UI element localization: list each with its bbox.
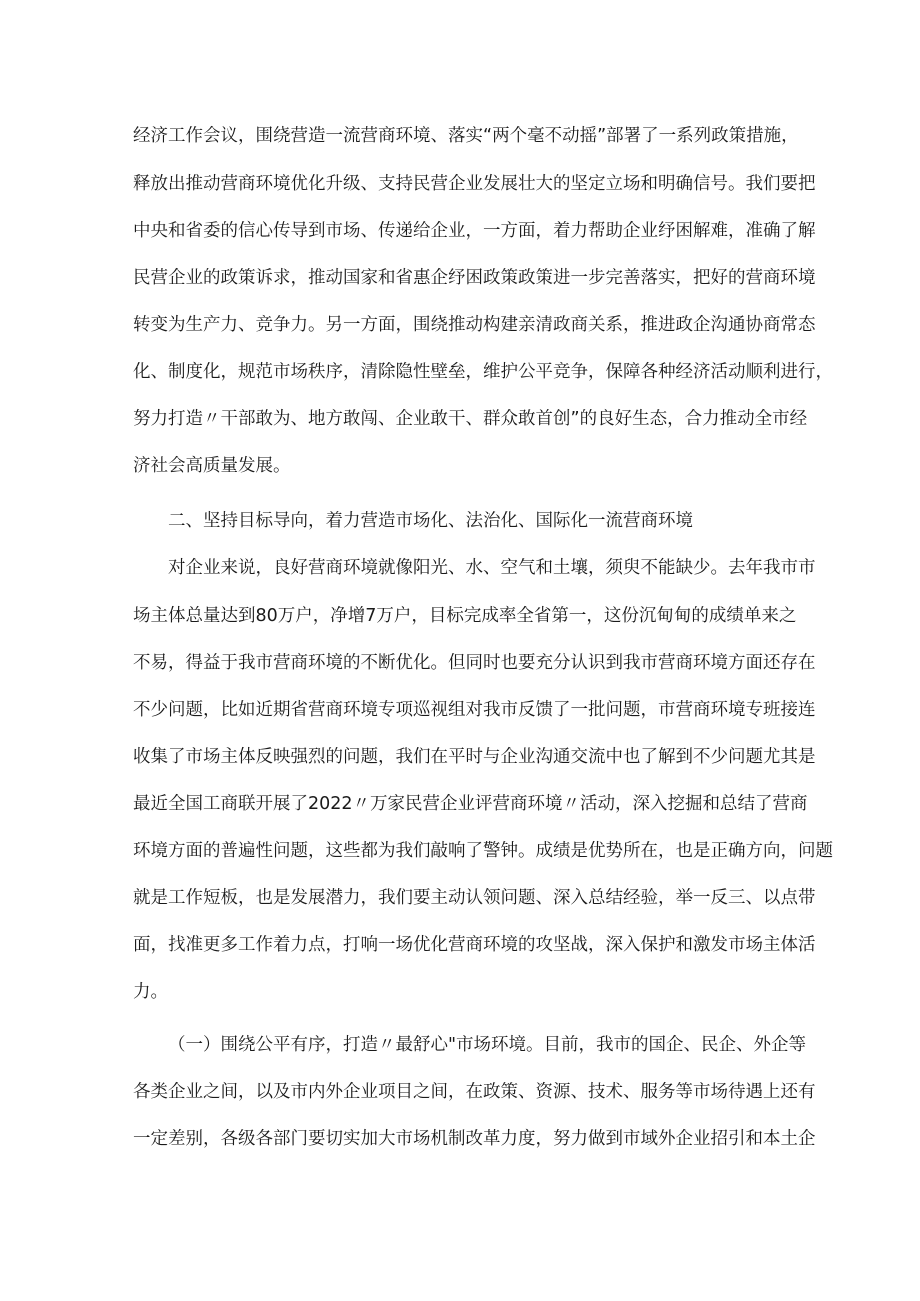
text-line: 收集了市场主体反映强烈的问题，我们在平时与企业沟通交流中也了解到不少问题尤其是 <box>133 747 816 767</box>
text-line: 转变为生产力、竞争力。另一方面，围绕推动构建亲清政商关系，推进政企沟通协商常态 <box>133 315 816 335</box>
text-line: 不易，得益于我市营商环境的不断优化。但同时也要充分认识到我市营商环境方面还存在 <box>133 653 816 673</box>
text-line: 努力打造〃干部敢为、地方敢闯、企业敢干、群众敢首创”的良好生态，合力推动全市经 <box>133 409 808 429</box>
text-line: 不少问题，比如近期省营商环境专项巡视组对我市反馈了一批问题，市营商环境专班接连 <box>133 700 816 720</box>
text-line: 中央和省委的信心传导到市场、传递给企业，一方面，着力帮助企业纾困解难，准确了解 <box>133 221 816 241</box>
text-line: 经济工作会议，围绕营造一流营商环境、落实“两个毫不动摇”部署了一系列政策措施， <box>133 126 799 146</box>
subsection-heading: （一）围绕公平有序，打造〃最舒心"市场环境。目前，我市的国企、民企、外企等 <box>168 1035 807 1055</box>
section-heading: 二、坚持目标导向，着力营造市场化、法治化、国际化一流营商环境 <box>168 511 693 531</box>
text-line: 场主体总量达到80万户，净增7万户，目标完成率全省第一，这份沉甸甸的成绩单来之 <box>133 606 797 626</box>
text-line: 面，找准更多工作着力点，打响一场优化营商环境的攻坚战，深入保护和激发市场主体活 <box>133 935 816 955</box>
text-line: 济社会高质量发展。 <box>133 456 291 476</box>
text-line: 化、制度化，规范市场秩序，清除隐性壁垒，维护公平竞争，保障各种经济活动顺利进行， <box>133 362 833 382</box>
text-line: 最近全国工商联开展了2022〃万家民营企业评营商环境〃活动，深入挖掘和总结了营商 <box>133 794 808 814</box>
text-line: 民营企业的政策诉求，推动国家和省惠企纾困政策政策进一步完善落实，把好的营商环境 <box>133 268 816 288</box>
text-line: 释放出推动营商环境优化升级、支持民营企业发展壮大的坚定立场和明确信号。我们要把 <box>133 174 816 194</box>
text-line: 环境方面的普遍性问题，这些都为我们敲响了警钟。成绩是优势所在，也是正确方向，问题 <box>133 841 833 861</box>
text-line: 对企业来说，良好营商环境就像阳光、水、空气和土壤，须臾不能缺少。去年我市市 <box>168 558 816 578</box>
text-line: 各类企业之间，以及市内外企业项目之间，在政策、资源、技术、服务等市场待遇上还有 <box>133 1082 816 1102</box>
text-line: 力。 <box>133 982 168 1002</box>
text-line: 一定差别，各级各部门要切实加大市场机制改革力度，努力做到市域外企业招引和本土企 <box>133 1129 816 1149</box>
text-line: 就是工作短板，也是发展潜力，我们要主动认领问题、深入总结经验，举一反三、以点带 <box>133 888 816 908</box>
